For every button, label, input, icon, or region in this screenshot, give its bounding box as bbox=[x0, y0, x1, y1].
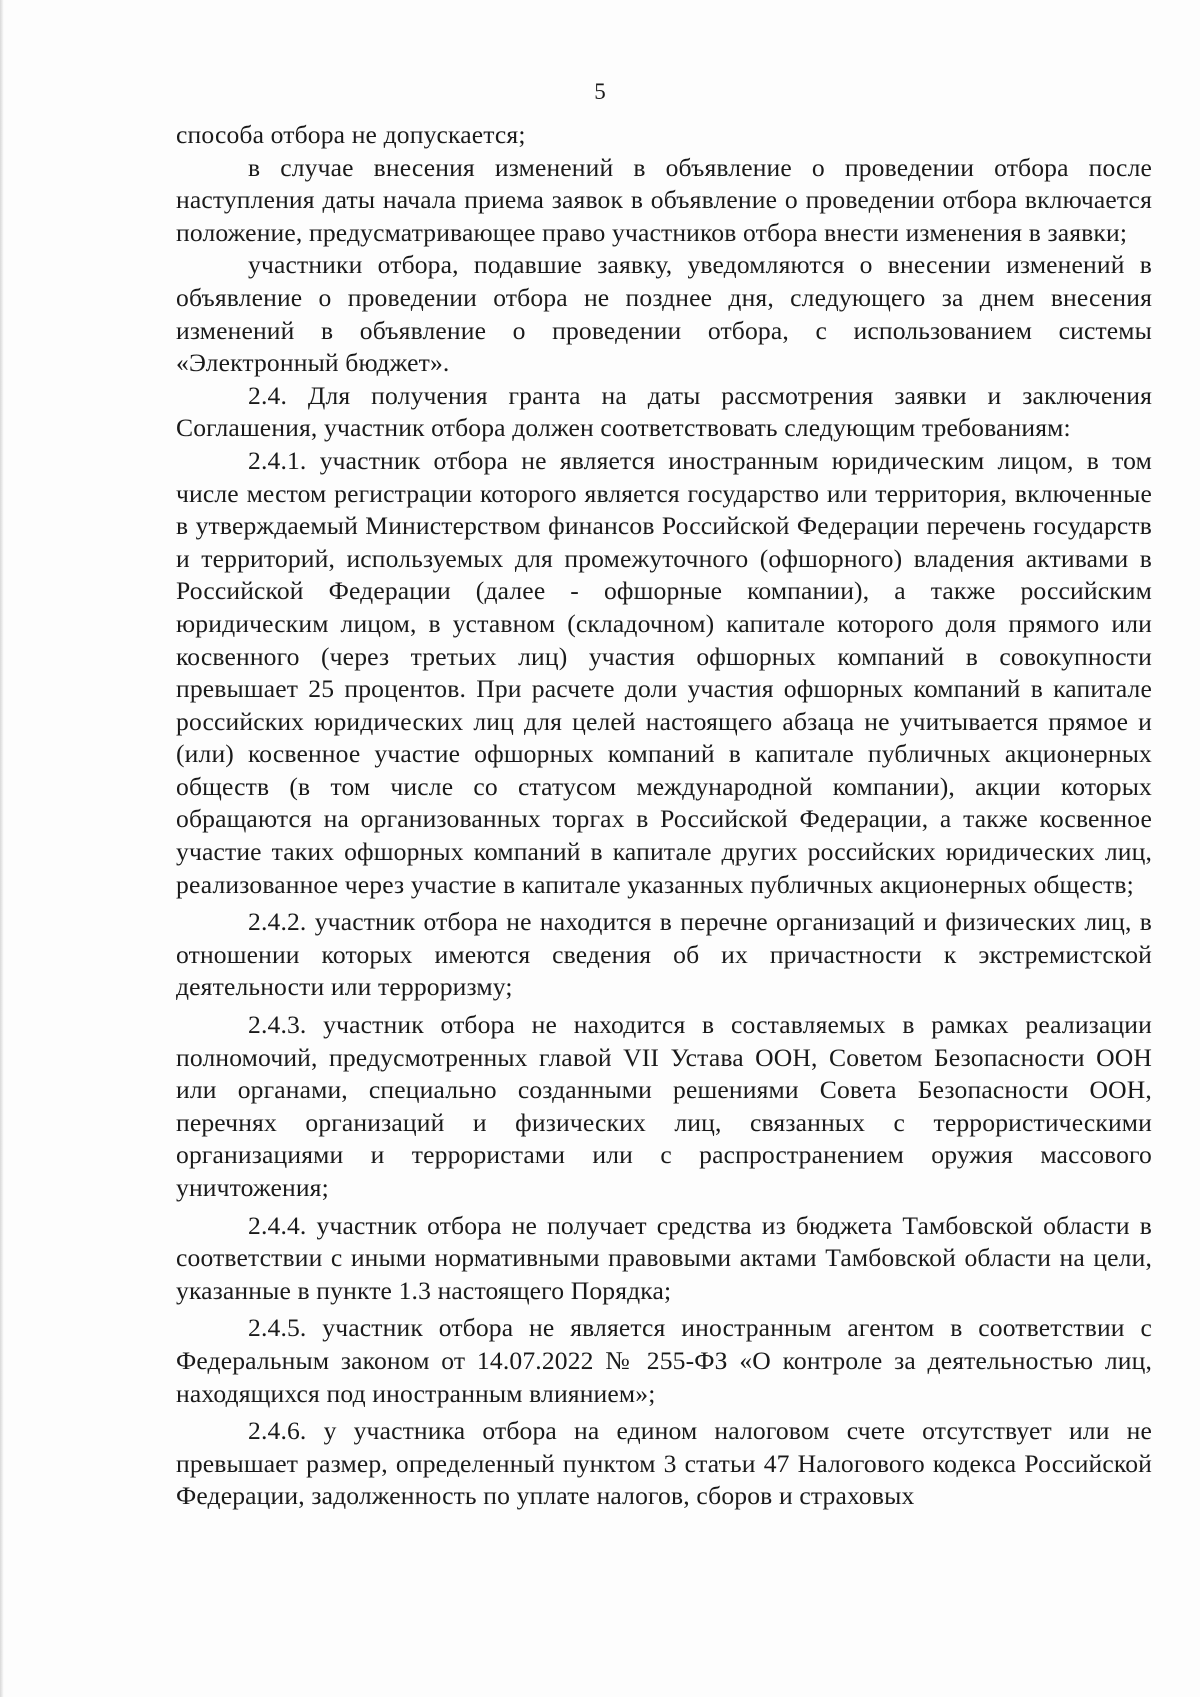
paragraph-2-4: 2.4. Для получения гранта на даты рассмотрения заявки и заключения Соглашения, участник отбора должен соответствовать следующим требованиям: bbox=[176, 380, 1152, 443]
paragraph-2-4-5: 2.4.5. участник отбора не является иностранным агентом в соответствии с Федеральным законом от 14.07.2022 № 255-ФЗ «О контроле за деятельностью лиц, находящихся под иностранным влиянием»; bbox=[176, 1313, 1152, 1408]
paragraph-2-4-1: 2.4.1. участник отбора не является иностранным юридическим лицом, в том числе местом регистрации которого является государство или территория, включенные в утверждаемый Министерством финансов Российской Федерации перечень государств и территорий, используемых для промежуточного (офшорного) владения активами в Российской Федерации (далее - офшорные компании), а также российским юридическим лицом, в уставном (складочном) капитале которого доля прямого или косвенного (через третьих лиц) участия офшорных компаний в совокупности превышает 25 процентов. При расчете доли участия офшорных компаний в капитале российских юридических лиц для целей настоящего абзаца не учитывается прямое и (или) косвенное участие офшорных компаний в капитале публичных акционерных обществ (в том числе со статусом международной компании), акции которых обращаются на организованных торгах в Российской Федерации, а также косвенное участие таких офшорных компаний в капитале других российских юридических лиц, реализованное через участие в капитале указанных публичных акционерных обществ; bbox=[176, 445, 1152, 899]
scan-edge bbox=[0, 0, 4, 1697]
paragraph-continuation: способа отбора не допускается; bbox=[176, 120, 526, 149]
paragraph-2-4-4: 2.4.4. участник отбора не получает средства из бюджета Тамбовской области в соответствии с иными нормативными правовыми актами Тамбовской области на цели, указанные в пункте 1.3 настоящего Порядка; bbox=[176, 1210, 1152, 1305]
paragraph-participants-notified: участники отбора, подавшие заявку, уведомляются о внесении изменений в объявление о проведении отбора не позднее дня, следующего за днем внесения изменений в объявление о проведении отбора, с использованием системы «Электронный бюджет». bbox=[176, 250, 1152, 378]
paragraph-2-4-3: 2.4.3. участник отбора не находится в составляемых в рамках реализации полномочий, предусмотренных главой VII Устава ООН, Советом Безопасности ООН или органами, специально созданными решениями Совета Безопасности ООН, перечнях организаций и физических лиц, связанных с террористическими организациями и террористами или с распространением оружия массового уничтожения; bbox=[176, 1010, 1152, 1202]
paragraph-2-4-2: 2.4.2. участник отбора не находится в перечне организаций и физических лиц, в отношении которых имеются сведения об их причастности к экстремистской деятельности или терроризму; bbox=[176, 907, 1152, 1002]
paragraph-changes-to-announcement: в случае внесения изменений в объявление о проведении отбора после наступления даты начала приема заявок в объявление о проведении отбора включается положение, предусматривающее право участников отбора внести изменения в заявки; bbox=[176, 152, 1152, 247]
page-number: 5 bbox=[594, 79, 606, 104]
paragraph-2-4-6: 2.4.6. у участника отбора на едином налоговом счете отсутствует или не превышает размер, определенный пунктом 3 статьи 47 Налогового кодекса Российской Федерации, задолженность по уплате налогов, сборов и страховых bbox=[176, 1416, 1152, 1511]
document-body bbox=[176, 119, 1152, 1513]
